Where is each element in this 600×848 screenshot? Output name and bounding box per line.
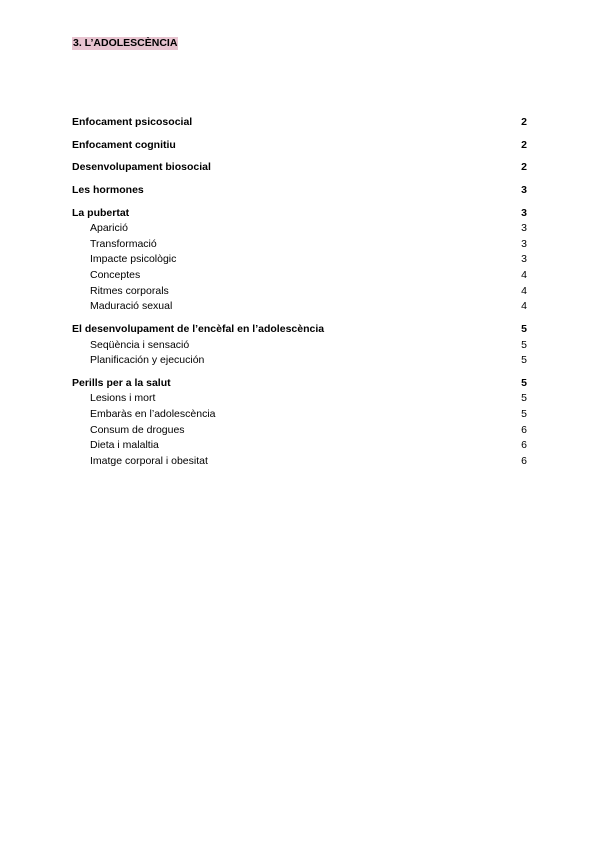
toc-page-number: 5 [521, 376, 527, 389]
toc-subsection-entry[interactable] [72, 299, 528, 315]
toc-subsection-label: Maduració sexual [90, 300, 173, 313]
toc-subsection-label: Seqüència i sensació [90, 338, 190, 351]
toc-subsection-entry[interactable] [72, 391, 528, 407]
toc-subsection-label: Imatge corporal i obesitat [90, 454, 208, 467]
toc-page-number: 5 [521, 323, 527, 335]
page-title: 3. L’ADOLESCÈNCIA [73, 37, 178, 49]
toc-subsection-entry[interactable] [72, 221, 528, 237]
toc-subsection-entry[interactable] [72, 454, 528, 470]
toc-page-number: 3 [521, 222, 527, 235]
toc-page-number: 5 [521, 392, 527, 405]
toc-section-entry[interactable] [72, 138, 528, 154]
toc-section-entry[interactable] [72, 322, 528, 338]
toc-page-number: 3 [521, 253, 527, 266]
toc-page-number: 6 [521, 439, 527, 452]
toc-page-number: 4 [521, 269, 527, 282]
toc-subsection-entry[interactable] [72, 268, 528, 284]
toc-section-label: Les hormones [72, 184, 144, 197]
toc-page-number: 3 [521, 184, 527, 197]
toc-subsection-label: Lesions i mort [90, 392, 156, 405]
table-of-contents [72, 115, 528, 469]
toc-page-number: 5 [521, 407, 527, 420]
toc-subsection-label: Conceptes [90, 269, 141, 282]
toc-page-number: 3 [521, 237, 527, 250]
toc-section-label: El desenvolupament de l’encèfal en l’adolescència [72, 323, 325, 335]
toc-subsection-entry[interactable] [72, 284, 528, 300]
toc-subsection-label: Planificación y ejecución [90, 354, 205, 367]
toc-subsection-entry[interactable] [72, 407, 528, 423]
toc-page-number: 6 [521, 423, 527, 436]
toc-subsection-label: Transformació [90, 237, 157, 250]
toc-subsection-label: Impacte psicològic [90, 253, 177, 266]
toc-subsection-label: Consum de drogues [90, 423, 185, 436]
toc-page-number: 6 [521, 454, 527, 467]
toc-page-number: 2 [521, 161, 527, 174]
toc-page-number: 4 [521, 300, 527, 313]
toc-section-label: La pubertat [72, 206, 130, 219]
toc-subsection-label: Aparició [90, 222, 128, 235]
toc-page-number: 2 [521, 116, 527, 128]
toc-subsection-label: Embaràs en l’adolescència [90, 407, 216, 420]
toc-page-number: 2 [521, 138, 527, 151]
toc-page-number: 4 [521, 284, 527, 297]
toc-subsection-entry[interactable] [72, 252, 528, 268]
toc-section-label: Perills per a la salut [72, 376, 171, 389]
toc-section-entry[interactable] [72, 376, 528, 392]
toc-subsection-entry[interactable] [72, 438, 528, 454]
toc-section-label: Enfocament psicosocial [72, 116, 193, 128]
toc-section-entry[interactable] [72, 115, 528, 131]
toc-section-entry[interactable] [72, 206, 528, 222]
toc-section-entry[interactable] [72, 160, 528, 176]
toc-section-label: Enfocament cognitiu [72, 138, 176, 151]
toc-section-label: Desenvolupament biosocial [72, 161, 211, 174]
toc-subsection-entry[interactable] [72, 353, 528, 369]
toc-page-number: 3 [521, 206, 527, 219]
toc-page-number: 5 [521, 338, 527, 351]
toc-section-entry[interactable] [72, 183, 528, 199]
toc-subsection-entry[interactable] [72, 423, 528, 439]
toc-page-number: 5 [521, 354, 527, 367]
toc-subsection-entry[interactable] [72, 338, 528, 354]
toc-subsection-entry[interactable] [72, 237, 528, 253]
toc-subsection-label: Ritmes corporals [90, 284, 169, 297]
toc-subsection-label: Dieta i malaltia [90, 439, 159, 452]
